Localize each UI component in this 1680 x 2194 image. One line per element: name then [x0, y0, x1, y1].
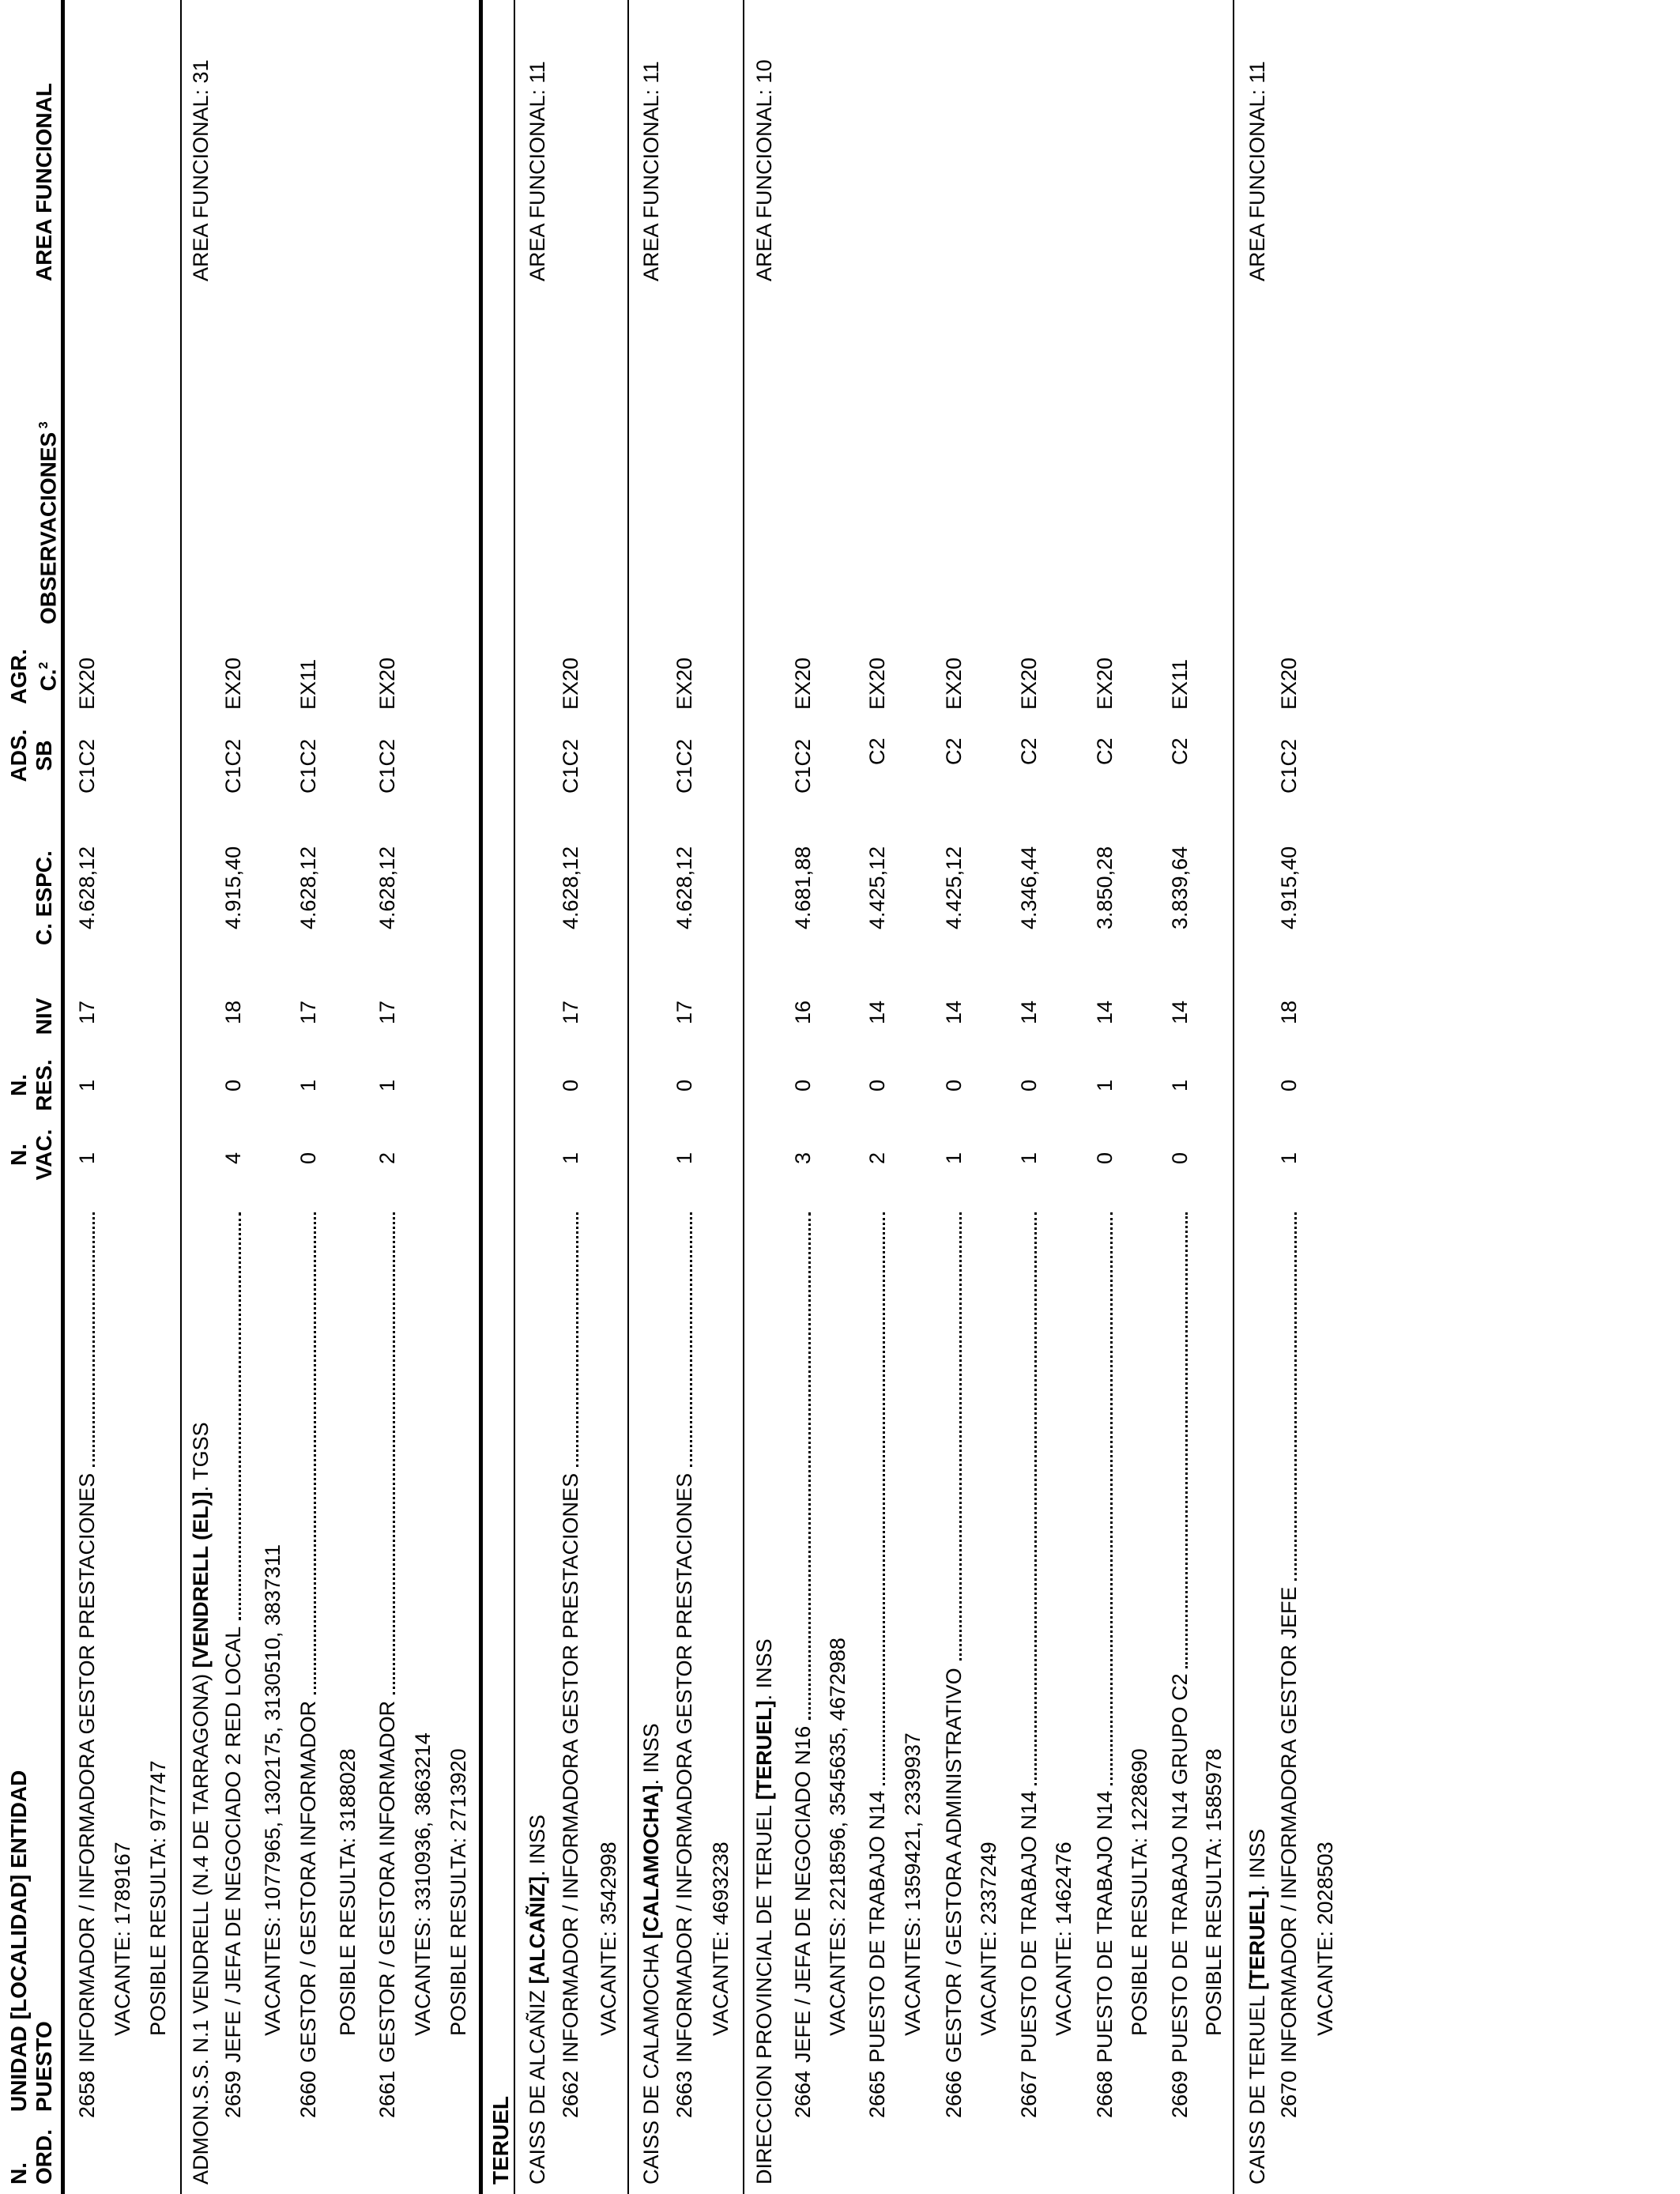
unit-rule [743, 0, 744, 2194]
row-puesto: GESTOR / GESTORA INFORMADOR [375, 1700, 399, 2063]
table-row [559, 0, 582, 2194]
row-agr-c: EX20 [75, 657, 99, 710]
province-rule-top [479, 0, 483, 2194]
dot-leader [690, 1212, 692, 1467]
row-c-espc: 4.425,12 [865, 846, 889, 929]
row-ads-sb: C2 [865, 737, 889, 765]
unit-rule [627, 0, 629, 2194]
row-n-vac: 1 [1277, 1152, 1301, 1164]
row-c-espc: 3.839,64 [1168, 846, 1192, 929]
unit-rule [1233, 0, 1234, 2194]
header-agr-c: AGR. C.$^2$ [6, 649, 61, 704]
table-row [640, 0, 662, 2194]
table-row [1314, 0, 1336, 2194]
header-observaciones: OBSERVACIONES $^3$ [36, 421, 61, 624]
table-row [1169, 0, 1191, 2194]
table-row [1278, 0, 1300, 2194]
row-puesto: PUESTO DE TRABAJO N14 [1093, 1790, 1117, 2063]
header-unidad-puesto [6, 1559, 57, 2112]
table-row [1203, 0, 1225, 2194]
row-niv: 17 [296, 1000, 320, 1024]
table-row [827, 0, 849, 2194]
row-detail: VACANTES: 2218596, 3545635, 4672988 [826, 1638, 849, 2036]
table-row [673, 0, 695, 2194]
row-detail: VACANTE: 4693238 [709, 1842, 733, 2036]
dot-leader [1185, 1212, 1188, 1668]
unit-entity: . INSS [752, 1638, 776, 1701]
area-funcional: AREA FUNCIONAL: 11 [639, 61, 663, 281]
row-n-vac: 1 [1017, 1152, 1041, 1164]
table-row [902, 0, 924, 2194]
table-row [526, 0, 548, 2194]
row-n-res: 0 [942, 1079, 966, 1091]
table-row [337, 0, 359, 2194]
header-unidad-line2: PUESTO [32, 2021, 56, 2112]
table-row [111, 0, 134, 2194]
row-ord: 2670 [1277, 2070, 1301, 2118]
row-n-vac: 3 [791, 1152, 815, 1164]
dot-leader [576, 1212, 578, 1467]
table-row [943, 0, 965, 2194]
row-puesto: PUESTO DE TRABAJO N14 [1017, 1790, 1041, 2063]
row-agr-c: EX20 [1093, 657, 1117, 710]
row-ads-sb: C2 [1168, 737, 1192, 765]
row-detail: VACANTES: 3310936, 3863214 [411, 1732, 435, 2036]
table-row [792, 0, 814, 2194]
table-row [1128, 0, 1151, 2194]
row-n-res: 0 [221, 1079, 245, 1091]
row-ord: 2658 [75, 2070, 99, 2118]
row-niv: 16 [791, 1000, 815, 1024]
dot-leader [239, 1212, 241, 1620]
row-niv: 14 [1168, 1000, 1192, 1024]
row-ord: 2666 [942, 2070, 966, 2118]
table-row [1246, 0, 1268, 2194]
unit-name: CAISS DE CALAMOCHA [639, 1939, 663, 2185]
row-detail: POSIBLE RESULTA: 2713920 [446, 1748, 470, 2036]
unit-entity: . INSS [639, 1723, 663, 1785]
unit-locality: [VENDRELL (EL)] [189, 1491, 213, 1668]
unit-locality: [TERUEL] [752, 1700, 776, 1800]
row-detail: POSIBLE RESULTA: 1585978 [1202, 1748, 1226, 2036]
table-row [1053, 0, 1075, 2194]
table-row [147, 0, 169, 2194]
unit-entity: . TGSS [189, 1422, 213, 1492]
row-detail: VACANTES: 1077965, 1302175, 3130510, 3837311 [261, 1544, 284, 2036]
row-niv: 18 [1277, 1000, 1301, 1024]
row-agr-c: EX20 [375, 657, 399, 710]
province-rule-bottom [514, 0, 515, 2194]
row-n-res: 1 [1168, 1079, 1192, 1091]
table-row [753, 0, 775, 2194]
row-agr-c: EX20 [672, 657, 696, 710]
dot-leader [808, 1212, 811, 1720]
row-puesto: JEFE / JEFA DE NEGOCIADO N16 [791, 1725, 815, 2063]
table-row [412, 0, 434, 2194]
table-row [866, 0, 888, 2194]
row-n-vac: 4 [221, 1152, 245, 1164]
unit-name: DIRECCION PROVINCIAL DE TERUEL [752, 1800, 776, 2185]
row-ord: 2661 [375, 2070, 399, 2118]
row-ord: 2659 [221, 2070, 245, 2118]
row-ord: 2663 [672, 2070, 696, 2118]
row-niv: 18 [221, 1000, 245, 1024]
row-n-res: 0 [1017, 1079, 1041, 1091]
area-funcional: AREA FUNCIONAL: 11 [525, 61, 549, 281]
row-niv: 17 [375, 1000, 399, 1024]
dot-leader [314, 1212, 316, 1695]
row-niv: 14 [1093, 1000, 1117, 1024]
dot-leader [1294, 1212, 1297, 1581]
row-niv: 14 [1017, 1000, 1041, 1024]
row-c-espc: 4.628,12 [296, 846, 320, 929]
header-niv: NIV [32, 997, 56, 1035]
row-ads-sb: C2 [1093, 737, 1117, 765]
row-ord: 2664 [791, 2070, 815, 2118]
unit-heading [190, 1422, 212, 2185]
row-c-espc: 4.346,44 [1017, 846, 1041, 929]
unit-heading [753, 1638, 775, 2185]
header-ads-sb: ADS. SB [6, 729, 56, 782]
row-c-espc: 4.628,12 [672, 846, 696, 929]
row-n-vac: 1 [75, 1152, 99, 1164]
area-funcional: AREA FUNCIONAL: 31 [189, 59, 213, 281]
row-n-res: 1 [375, 1079, 399, 1091]
row-n-vac: 0 [1093, 1152, 1117, 1164]
row-ads-sb: C1C2 [375, 738, 399, 794]
row-n-res: 1 [75, 1079, 99, 1091]
row-ads-sb: C2 [1017, 737, 1041, 765]
row-n-res: 0 [791, 1079, 815, 1091]
row-c-espc: 4.628,12 [375, 846, 399, 929]
table-row [977, 0, 1000, 2194]
row-n-res: 1 [1093, 1079, 1117, 1091]
table-row [262, 0, 284, 2194]
unit-name: CAISS DE TERUEL [1245, 1989, 1269, 2185]
table-row [447, 0, 469, 2194]
row-agr-c: EX20 [791, 657, 815, 710]
header-n-ord-line1: N. [6, 2162, 31, 2185]
province-heading: TERUEL [488, 2096, 513, 2185]
row-n-res: 0 [1277, 1079, 1301, 1091]
header-area-funcional: AREA FUNCIONAL [32, 83, 56, 281]
row-ads-sb: C1C2 [672, 738, 696, 794]
row-detail: VACANTE: 1789167 [111, 1842, 134, 2036]
row-ads-sb: C1C2 [791, 738, 815, 794]
row-c-espc: 4.681,88 [791, 846, 815, 929]
header-n-vac: N. VAC. [6, 1129, 56, 1181]
area-funcional: AREA FUNCIONAL: 11 [1245, 61, 1269, 281]
dot-leader [959, 1212, 962, 1661]
row-c-espc: 3.850,28 [1093, 846, 1117, 929]
area-funcional: AREA FUNCIONAL: 10 [752, 59, 776, 281]
row-c-espc: 4.915,40 [1277, 846, 1301, 929]
row-agr-c: EX20 [1277, 657, 1301, 710]
row-niv: 17 [672, 1000, 696, 1024]
row-ads-sb: C1C2 [75, 738, 99, 794]
row-detail: VACANTE: 1462476 [1052, 1842, 1075, 2036]
row-n-res: 1 [296, 1079, 320, 1091]
unit-entity: . INSS [525, 1814, 549, 1876]
dot-leader [1110, 1212, 1113, 1785]
row-n-vac: 1 [672, 1152, 696, 1164]
unit-name: ADMON.S.S. N.1 VENDRELL (N.4 DE TARRAGONA) [189, 1668, 213, 2185]
row-agr-c: EX20 [942, 657, 966, 710]
table-row [190, 0, 212, 2194]
row-niv: 17 [559, 1000, 582, 1024]
row-ads-sb: C1C2 [559, 738, 582, 794]
table-row [1018, 0, 1040, 2194]
row-puesto: PUESTO DE TRABAJO N14 [865, 1790, 889, 2063]
dot-leader [1034, 1212, 1037, 1785]
row-puesto: INFORMADOR / INFORMADORA GESTOR PRESTACIONES [559, 1472, 582, 2063]
table-row [597, 0, 620, 2194]
row-ads-sb: C1C2 [221, 738, 245, 794]
unit-name: CAISS DE ALCAÑIZ [525, 1984, 549, 2185]
row-puesto: INFORMADOR / INFORMADORA GESTOR PRESTACIONES [75, 1472, 99, 2063]
row-detail: VACANTE: 2028503 [1313, 1842, 1337, 2036]
header-n-res: N. RES. [6, 1059, 56, 1111]
row-agr-c: EX20 [1017, 657, 1041, 710]
unit-locality: [CALAMOCHA] [639, 1785, 663, 1940]
row-agr-c: EX20 [221, 657, 245, 710]
header-rule [61, 0, 65, 2194]
row-ads-sb: C2 [942, 737, 966, 765]
row-n-vac: 0 [1168, 1152, 1192, 1164]
row-ord: 2668 [1093, 2070, 1117, 2118]
row-niv: 14 [942, 1000, 966, 1024]
row-c-espc: 4.628,12 [559, 846, 582, 929]
table-row [710, 0, 732, 2194]
row-ord: 2660 [296, 2070, 320, 2118]
row-n-res: 0 [672, 1079, 696, 1091]
table-row [297, 0, 319, 2194]
row-agr-c: EX20 [865, 657, 889, 710]
row-detail: POSIBLE RESULTA: 977747 [146, 1760, 170, 2036]
row-niv: 17 [75, 1000, 99, 1024]
row-puesto: GESTOR / GESTORA INFORMADOR [296, 1700, 320, 2063]
row-ord: 2667 [1017, 2070, 1041, 2118]
row-detail: POSIBLE RESULTA: 1228690 [1128, 1748, 1151, 2036]
row-c-espc: 4.425,12 [942, 846, 966, 929]
row-puesto: PUESTO DE TRABAJO N14 GRUPO C2 [1168, 1673, 1192, 2063]
unit-heading [526, 1815, 548, 2185]
table-row [490, 0, 512, 2194]
row-puesto: INFORMADOR / INFORMADORA GESTOR PRESTACIONES [672, 1472, 696, 2063]
row-ord: 2669 [1168, 2070, 1192, 2118]
unit-entity: . INSS [1245, 1828, 1269, 1891]
header-unidad-line1: UNIDAD [LOCALIDAD] ENTIDAD [6, 1770, 31, 2112]
row-ord: 2665 [865, 2070, 889, 2118]
row-detail: VACANTE: 2337249 [977, 1842, 1000, 2036]
header-c-espc: C. ESPC. [32, 850, 56, 945]
row-c-espc: 4.915,40 [221, 846, 245, 929]
unit-rule [180, 0, 182, 2194]
row-n-vac: 1 [942, 1152, 966, 1164]
row-ads-sb: C1C2 [1277, 738, 1301, 794]
table-row [1094, 0, 1116, 2194]
row-ord: 2662 [559, 2070, 582, 2118]
row-agr-c: EX20 [559, 657, 582, 710]
row-detail: POSIBLE RESULTA: 3188028 [336, 1748, 360, 2036]
row-niv: 14 [865, 1000, 889, 1024]
unit-heading [640, 1723, 662, 2185]
table-row [76, 0, 98, 2194]
dot-leader [883, 1212, 885, 1785]
table-row [376, 0, 398, 2194]
row-agr-c: EX11 [1168, 658, 1192, 710]
dot-leader [393, 1212, 395, 1695]
row-detail: VACANTES: 1359421, 2339937 [901, 1732, 925, 2036]
unit-heading [1246, 1829, 1268, 2185]
row-n-vac: 2 [375, 1152, 399, 1164]
row-ads-sb: C1C2 [296, 738, 320, 794]
table-row [222, 0, 244, 2194]
row-n-res: 0 [865, 1079, 889, 1091]
row-puesto: JEFE / JEFA DE NEGOCIADO 2 RED LOCAL [221, 1626, 245, 2063]
row-n-vac: 1 [559, 1152, 582, 1164]
row-n-vac: 0 [296, 1152, 320, 1164]
unit-locality: [TERUEL] [1245, 1890, 1269, 1990]
row-puesto: INFORMADOR / INFORMADORA GESTOR JEFE [1277, 1586, 1301, 2063]
row-c-espc: 4.628,12 [75, 846, 99, 929]
row-detail: VACANTE: 3542998 [597, 1842, 620, 2036]
header-n-ord-line2: ORD. [32, 2129, 56, 2185]
row-n-vac: 2 [865, 1152, 889, 1164]
row-puesto: GESTOR / GESTORA ADMINISTRATIVO [942, 1668, 966, 2063]
dot-leader [92, 1212, 95, 1467]
row-n-res: 0 [559, 1079, 582, 1091]
header-n-ord [6, 2121, 57, 2185]
row-agr-c: EX11 [296, 658, 320, 710]
unit-locality: [ALCAÑIZ] [525, 1875, 549, 1985]
